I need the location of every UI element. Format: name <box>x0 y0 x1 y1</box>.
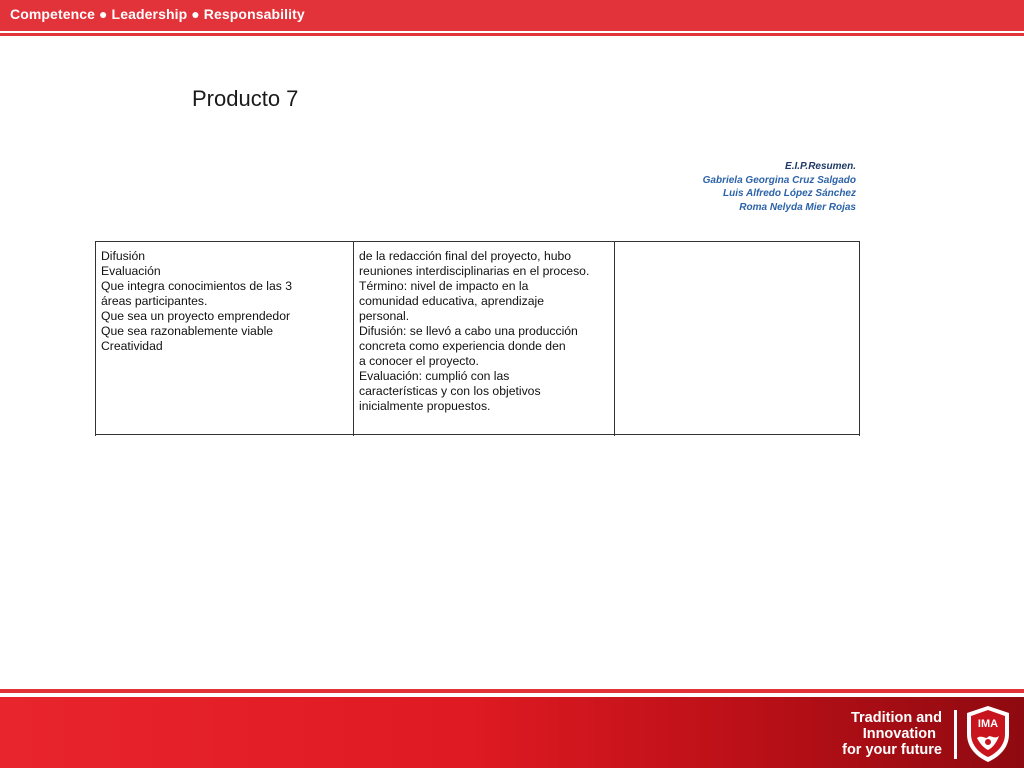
header-bar <box>0 0 1024 31</box>
authors-heading: E.I.P.Resumen. <box>785 161 856 172</box>
logo-text: IMA <box>977 718 999 730</box>
slide-title: Producto 7 <box>192 86 299 111</box>
cell-line: de la redacción final del proyecto, hubo <box>359 249 572 263</box>
cell-line: Que sea razonablemente viable <box>101 324 274 338</box>
cell-line: concreta como experiencia donde den <box>359 339 566 353</box>
cell-line: comunidad educativa, aprendizaje <box>359 294 544 308</box>
cell-line: Que sea un proyecto emprendedor <box>101 309 291 323</box>
header-divider-red <box>0 33 1024 36</box>
cell-line: Evaluación: cumplió con las <box>359 369 510 383</box>
content-table <box>95 241 860 436</box>
cell-line: Difusión: se llevó a cabo una producción <box>359 324 578 338</box>
slogan-line: for your future <box>842 742 942 758</box>
author-name: Luis Alfredo López Sánchez <box>723 188 856 199</box>
cell-line: Que integra conocimientos de las 3 <box>101 279 293 293</box>
cell-line: Evaluación <box>101 264 161 278</box>
cell-line: inicialmente propuestos. <box>359 399 491 413</box>
slogan-line: Tradition and <box>850 710 942 726</box>
footer-vertical-divider <box>954 710 957 759</box>
slogan-line: Innovation <box>862 726 936 742</box>
cell-line: personal. <box>359 309 410 323</box>
ima-shield-logo-icon <box>962 704 1014 764</box>
cell-line: a conocer el proyecto. <box>359 354 479 368</box>
cell-line: Creatividad <box>101 339 163 353</box>
cell-line: Término: nivel de impacto en la <box>359 279 529 293</box>
table-bottom-border <box>95 434 859 435</box>
table-cell-empty <box>615 242 860 436</box>
table-row <box>96 242 860 436</box>
authors-block <box>703 160 856 214</box>
cell-line: características y con los objetivos <box>359 384 541 398</box>
footer-bar <box>0 697 1024 768</box>
author-name: Gabriela Georgina Cruz Salgado <box>702 174 856 186</box>
table-cell-criteria <box>96 242 354 436</box>
header-tagline: Competence ● Leadership ● Responsability <box>10 6 305 22</box>
cell-line: áreas participantes. <box>101 294 208 308</box>
table-cell-description <box>354 242 615 436</box>
cell-line: reuniones interdisciplinarias en el proceso. <box>359 264 590 278</box>
cell-line: Difusión <box>101 249 146 263</box>
footer-slogan <box>842 710 942 758</box>
author-name: Roma Nelyda Mier Rojas <box>739 201 856 213</box>
